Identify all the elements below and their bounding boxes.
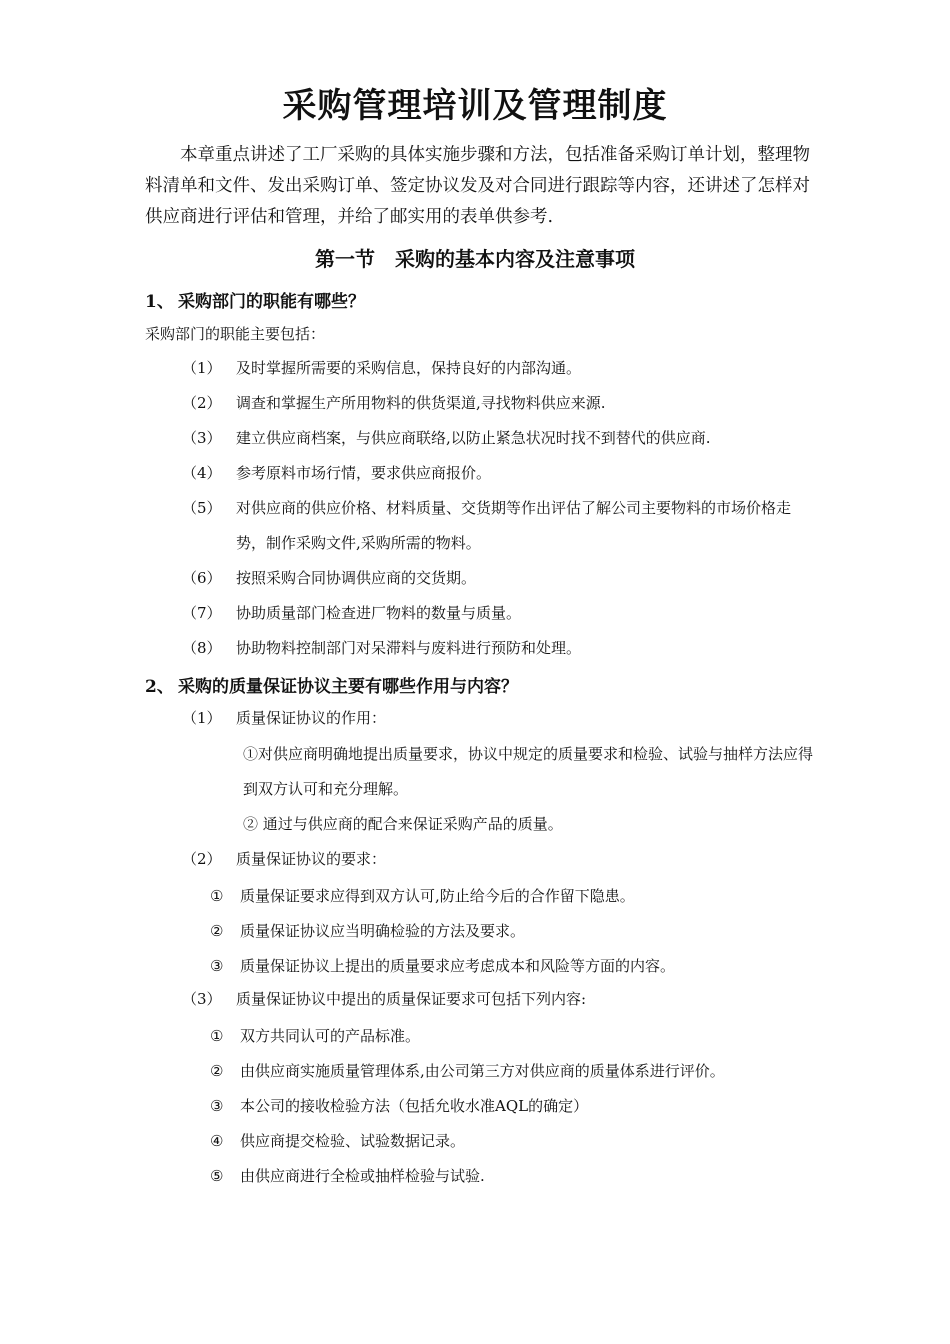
q1-item-5 — [182, 491, 812, 561]
q2-part-2-sub-1-text: 质量保证要求应得到双方认可,防止给今后的合作留下隐患。 — [240, 887, 635, 905]
q1-item-2-number: （2） — [182, 394, 222, 412]
q2-part-2-sub-1-marker: ① — [210, 887, 224, 905]
q2-part-1-number: （1） — [182, 709, 222, 727]
q1-item-5-number: （5） — [182, 499, 222, 517]
q2-part-3-sub-3-marker: ③ — [210, 1097, 224, 1115]
q2-part-3-sub-1-text: 双方共同认可的产品标准。 — [240, 1027, 421, 1045]
document-title: 采购管理培训及管理制度 — [282, 86, 668, 126]
question-1-heading — [145, 287, 365, 312]
q1-item-3 — [182, 421, 812, 456]
q1-item-8-text: 协助物料控制部门对呆滞料与废料进行预防和处理。 — [236, 639, 582, 657]
q1-item-1-number: （1） — [182, 359, 222, 377]
q2-part-3-number: （3） — [182, 990, 222, 1008]
intro-paragraph: 本章重点讲述了工厂采购的具体实施步骤和方法，包括准备采购订单计划，整理物料清单和文件、发出采购订单、签定协议发及对合同进行跟踪等内容，还讲述了怎样对供应商进行评估和管理，并给了邮实用的表单供参考. — [145, 145, 810, 227]
q1-item-7 — [182, 596, 812, 631]
section-heading: 第一节 采购的基本内容及注意事项 — [315, 247, 635, 271]
q2-part-3-sub-5-marker: ⑤ — [210, 1167, 224, 1185]
q1-item-6-text: 按照采购合同协调供应商的交货期。 — [236, 569, 477, 587]
q2-part-3-sub-2-marker: ② — [210, 1062, 224, 1080]
question-1-text: 采购部门的职能有哪些？ — [178, 292, 365, 312]
q1-item-8 — [182, 631, 812, 666]
q1-item-1 — [182, 351, 812, 386]
q2-part-3-sub-3 — [210, 1095, 810, 1116]
q1-item-3-text: 建立供应商档案，与供应商联络,以防止紧急状况时找不到替代的供应商. — [236, 429, 711, 447]
q1-item-6-number: （6） — [182, 569, 222, 587]
q2-part-3-sub-4 — [210, 1130, 810, 1151]
q2-part-1-text: 质量保证协议的作用： — [236, 709, 387, 727]
question-2-text: 采购的质量保证协议主要有哪些作用与内容？ — [178, 677, 518, 697]
q2-part-3-sub-3-text: 本公司的接收检验方法（包括允收水准AQL的确定） — [240, 1097, 589, 1115]
q2-part-3-sub-5-text: 由供应商进行全检或抽样检验与试验. — [240, 1167, 485, 1185]
q2-part-2-sub-3-text: 质量保证协议上提出的质量要求应考虑成本和风险等方面的内容。 — [240, 957, 676, 975]
q1-item-3-number: （3） — [182, 429, 222, 447]
q2-part-3-sub-1 — [210, 1025, 810, 1046]
q2-part-3-sub-1-marker: ① — [210, 1027, 224, 1045]
q2-part-3-sub-2 — [210, 1060, 810, 1081]
q2-part-2-sub-3 — [210, 955, 810, 976]
q2-part-2-sub-1 — [210, 885, 810, 906]
q1-item-4-text: 参考原料市场行情，要求供应商报价。 — [236, 464, 492, 482]
q1-item-8-number: （8） — [182, 639, 222, 657]
q2-part-2-sub-2-marker: ② — [210, 922, 224, 940]
q2-part-3 — [182, 982, 812, 1017]
q2-part-1 — [182, 701, 812, 736]
q1-item-2-text: 调查和掌握生产所用物料的供货渠道,寻找物料供应来源. — [236, 394, 606, 412]
q1-item-6 — [182, 561, 812, 596]
q1-item-1-text: 及时掌握所需要的采购信息，保持良好的内部沟通。 — [236, 359, 582, 377]
q1-item-7-text: 协助质量部门检查进厂物料的数量与质量。 — [236, 604, 522, 622]
q2-part-3-sub-2-text: 由供应商实施质量管理体系,由公司第三方对供应商的质量体系进行评价。 — [240, 1062, 725, 1080]
q2-part-2 — [182, 842, 812, 877]
q2-part-1-sub-2: ② 通过与供应商的配合来保证采购产品的质量。 — [243, 815, 563, 833]
q1-item-7-number: （7） — [182, 604, 222, 622]
question-1-number: 1、 — [145, 292, 174, 312]
q1-item-5-text: 对供应商的供应价格、材料质量、交货期等作出评估了解公司主要物料的市场价格走势，制作采购文件,采购所需的物料。 — [236, 499, 792, 552]
q2-part-2-text: 质量保证协议的要求： — [236, 850, 387, 868]
q2-part-3-text: 质量保证协议中提出的质量保证要求可包括下列内容: — [236, 990, 587, 1008]
q2-part-2-sub-2 — [210, 920, 810, 941]
q2-part-3-sub-4-marker: ④ — [210, 1132, 224, 1150]
q2-part-2-sub-3-marker: ③ — [210, 957, 224, 975]
q2-part-3-sub-4-text: 供应商提交检验、试验数据记录。 — [240, 1132, 466, 1150]
q1-item-4-number: （4） — [182, 464, 222, 482]
q1-item-2 — [182, 386, 812, 421]
question-2-heading — [145, 672, 518, 697]
q1-item-4 — [182, 456, 812, 491]
q2-part-2-number: （2） — [182, 850, 222, 868]
q2-part-3-sub-5 — [210, 1165, 810, 1186]
question-2-number: 2、 — [145, 677, 174, 697]
q2-part-1-sub-1: ①对供应商明确地提出质量要求，协议中规定的质量要求和检验、试验与抽样方法应得到双方认可和充分理解。 — [243, 745, 814, 798]
q2-part-2-sub-2-text: 质量保证协议应当明确检验的方法及要求。 — [240, 922, 526, 940]
question-1-lead: 采购部门的职能主要包括： — [145, 325, 326, 343]
